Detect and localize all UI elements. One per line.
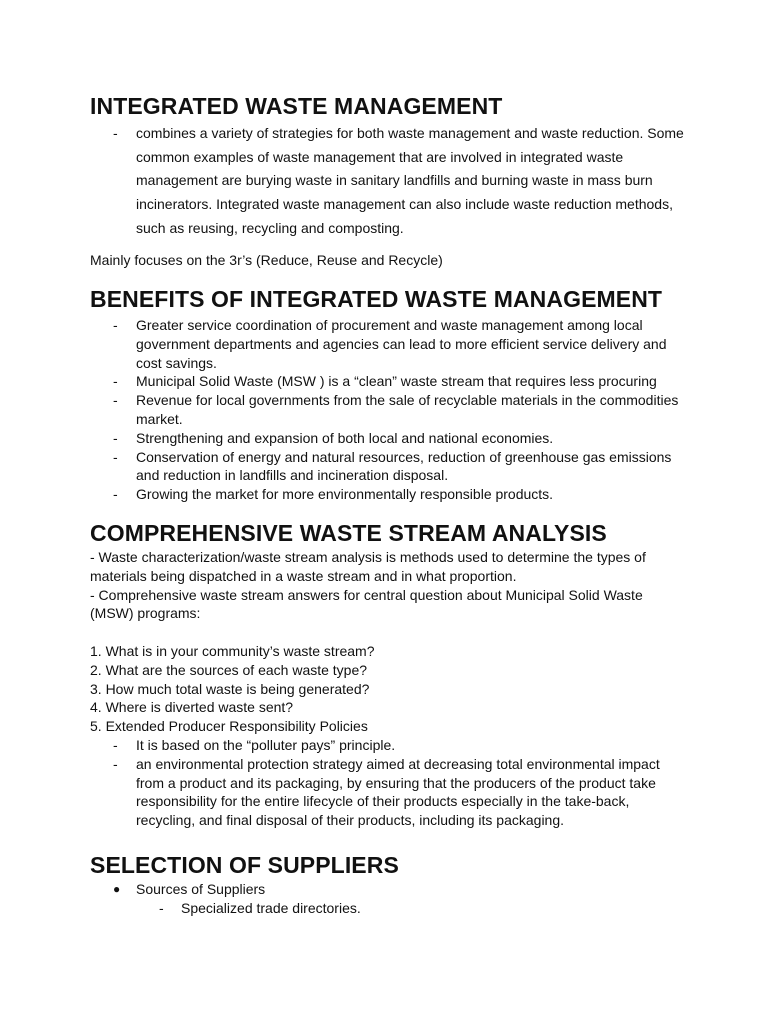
blank-line <box>90 623 690 642</box>
analysis-paragraph: - Waste characterization/waste stream analysis is methods used to determine the types of materials being dispatched in a waste stream and in what proportion. <box>90 549 646 584</box>
list-item <box>90 485 690 504</box>
list-item <box>90 448 690 486</box>
dash-bullet: - <box>113 429 118 446</box>
list-item: 1. What is in your community’s waste stream? <box>90 642 375 659</box>
dash-bullet: - <box>113 392 118 409</box>
analysis-body <box>90 548 690 830</box>
dash-bullet: - <box>113 373 118 390</box>
integrated-bullets <box>90 122 690 241</box>
integrated-bullet-list <box>90 122 690 241</box>
list-item <box>90 899 690 918</box>
list-item <box>90 736 690 755</box>
three-rs-note: Mainly focuses on the 3r’s (Reduce, Reuse and Recycle) <box>90 252 443 268</box>
list-item: 2. What are the sources of each waste type? <box>90 661 368 678</box>
list-item-text: Municipal Solid Waste (MSW ) is a “clean” waste stream that requires less procuring <box>136 373 657 390</box>
list-item-text: Growing the market for more environmentally responsible products. <box>136 486 554 503</box>
dash-bullet: - <box>113 486 118 503</box>
list-item <box>90 316 690 372</box>
bullet-dot: ● <box>113 882 121 896</box>
dash-bullet: - <box>113 448 118 465</box>
suppliers-body <box>90 880 690 918</box>
list-item-text: Revenue for local governments from the sale of recyclable materials in the commodities market. <box>136 392 679 427</box>
list-item: 3. How much total waste is being generated? <box>90 680 370 697</box>
list-item-text: Conservation of energy and natural resources, reduction of greenhouse gas emissions and reduction in landfills and incineration disposal. <box>136 448 672 484</box>
list-item-text: Specialized trade directories. <box>181 899 361 916</box>
epr-bullet-list <box>90 736 690 830</box>
list-item-text: combines a variety of strategies for both waste management and waste reduction. Some common examples of waste management that are involved in integrated waste management are burying waste in sanitary landfills and burning waste in mass burn incinerators. Integrated waste management can also include waste reduction methods, such as reusing, recycling and composting. <box>136 125 684 236</box>
heading-integrated-waste-management: INTEGRATED WASTE MANAGEMENT <box>90 93 503 119</box>
list-item-text: It is based on the “polluter pays” principle. <box>136 736 396 753</box>
dash-bullet: - <box>113 125 118 141</box>
list-item-text: an environmental protection strategy aimed at decreasing total environmental impact from a product and its packaging, by ensuring that the producers of the product take responsibility for the entire lifecycle of their products especially in the take-back, recycling, and final disposal of their products, including its packaging. <box>136 755 660 829</box>
benefits-bullets <box>90 316 690 504</box>
list-item: 5. Extended Producer Responsibility Policies <box>90 718 368 735</box>
list-item <box>90 429 690 448</box>
heading-benefits: BENEFITS OF INTEGRATED WASTE MANAGEMENT <box>90 286 663 312</box>
heading-waste-stream-analysis: COMPREHENSIVE WASTE STREAM ANALYSIS <box>90 520 607 546</box>
dash-bullet: - <box>113 736 118 753</box>
list-item <box>90 391 690 429</box>
question-list <box>90 642 690 736</box>
heading-selection-of-suppliers: SELECTION OF SUPPLIERS <box>90 852 399 878</box>
list-item-text: Greater service coordination of procurement and waste management among local government departments and agencies can lead to more efficient service delivery and cost savings. <box>136 317 667 371</box>
list-item <box>90 880 690 899</box>
list-item-text: Sources of Suppliers <box>136 881 266 897</box>
list-item-text: Strengthening and expansion of both local and national economies. <box>136 429 554 446</box>
analysis-paragraph: - Comprehensive waste stream answers for central question about Municipal Solid Waste (MSW) programs: <box>90 586 643 622</box>
dash-bullet: - <box>113 317 118 333</box>
suppliers-bullet-list <box>90 880 690 899</box>
dash-bullet: - <box>159 899 164 916</box>
list-item <box>90 372 690 391</box>
dash-bullet: - <box>113 755 118 772</box>
benefits-bullet-list <box>90 316 690 504</box>
list-item <box>90 122 690 241</box>
suppliers-sub-list <box>90 899 690 918</box>
list-item <box>90 755 690 830</box>
list-item: 4. Where is diverted waste sent? <box>90 699 294 716</box>
